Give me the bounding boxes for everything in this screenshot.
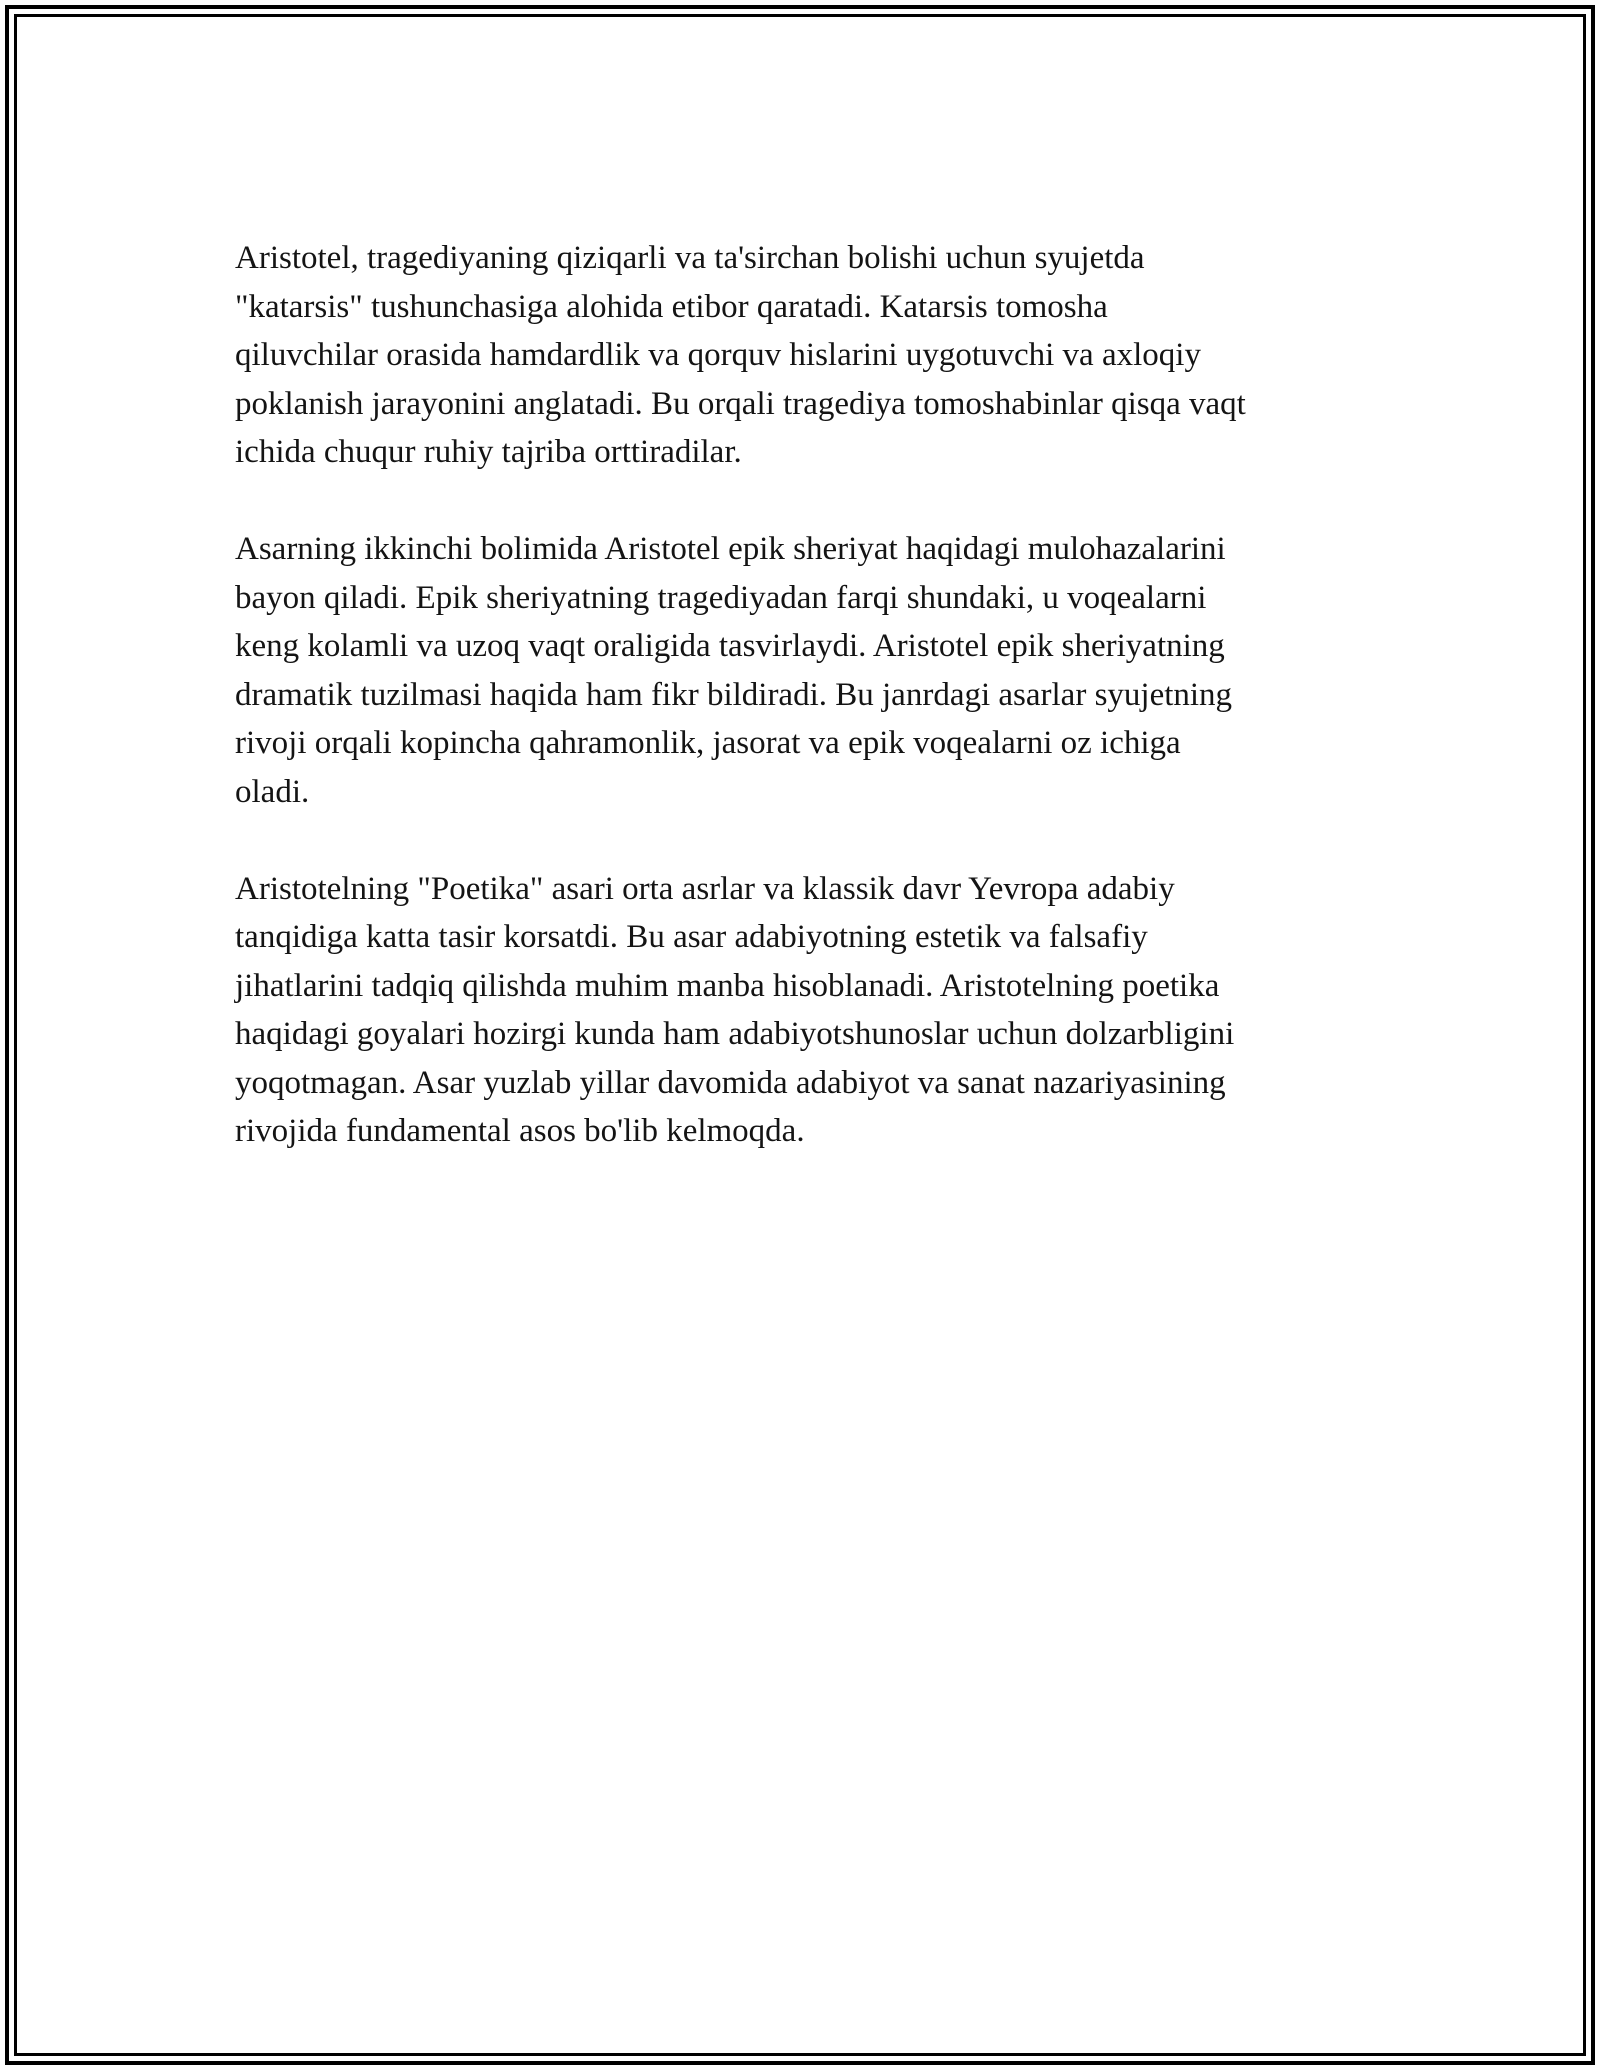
paragraph-2 bbox=[235, 525, 1365, 816]
paragraph-1 bbox=[235, 234, 1365, 477]
text-line: tanqidiga katta tasir korsatdi. Bu asar adabiyotning estetik va falsafiy bbox=[235, 919, 1148, 955]
text-line: "katarsis" tushunchasiga alohida etibor qaratadi. Katarsis tomosha bbox=[235, 288, 1108, 325]
text-line: yoqotmagan. Asar yuzlab yillar davomida adabiyot va sanat nazariyasining bbox=[235, 1064, 1226, 1101]
text-line: Aristotelning "Poetika" asari orta asrlar va klassik davr Yevropa adabiy bbox=[235, 870, 1175, 907]
text-line: poklanish jarayonini anglatadi. Bu orqali tragediya tomoshabinlar qisqa vaqt bbox=[235, 385, 1246, 422]
text-line: haqidagi goyalari hozirgi kunda ham adabiyotshunoslar uchun dolzarbligini bbox=[235, 1016, 1235, 1052]
document-body bbox=[235, 234, 1365, 1204]
text-line: Aristotel, tragediyaning qiziqarli va ta'sirchan bolishi uchun syujetda bbox=[235, 240, 1145, 276]
text-line: Asarning ikkinchi bolimida Aristotel epik sheriyat haqidagi mulohazalarini bbox=[235, 531, 1226, 567]
text-line: keng kolamli va uzoq vaqt oraligida tasvirlaydi. Aristotel epik sheriyatning bbox=[235, 628, 1225, 664]
text-line: oladi. bbox=[235, 773, 310, 810]
text-line: qiluvchilar orasida hamdardlik va qorquv hislarini uygotuvchi va axloqiy bbox=[235, 337, 1201, 373]
text-line: ichida chuqur ruhiy tajriba orttiradilar. bbox=[235, 434, 742, 470]
text-line: jihatlarini tadqiq qilishda muhim manba hisoblanadi. Aristotelning poetika bbox=[235, 967, 1220, 1004]
text-line: bayon qiladi. Epik sheriyatning tragediyadan farqi shundaki, u voqealarni bbox=[235, 579, 1207, 616]
text-line: rivoji orqali kopincha qahramonlik, jasorat va epik voqealarni oz ichiga bbox=[235, 725, 1181, 761]
text-line: dramatik tuzilmasi haqida ham fikr bildiradi. Bu janrdagi asarlar syujetning bbox=[235, 676, 1233, 713]
text-line: rivojida fundamental asos bo'lib kelmoqda. bbox=[235, 1113, 805, 1149]
paragraph-3 bbox=[235, 865, 1365, 1156]
